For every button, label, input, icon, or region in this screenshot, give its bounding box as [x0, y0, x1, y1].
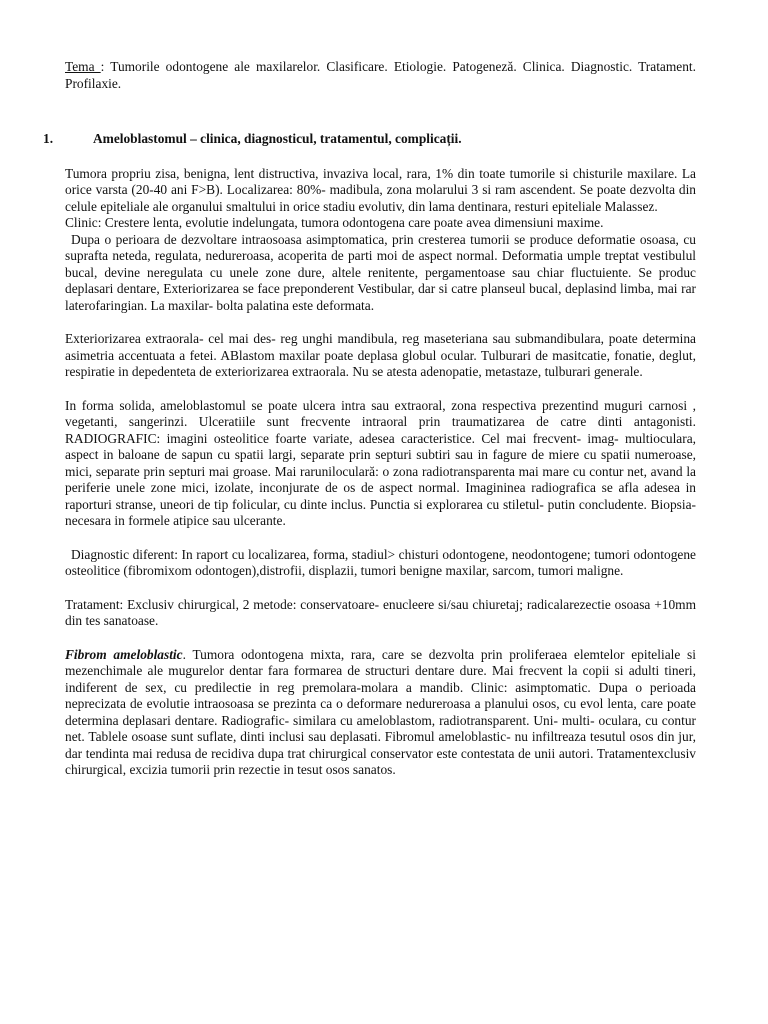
topic-separator: : [100, 59, 111, 74]
paragraph-clinic: Clinic: Crestere lenta, evolutie indelungata, tumora odontogena care poate avea dimensiuni maxime. [65, 215, 604, 230]
paragraph-definition: Tumora propriu zisa, benigna, lent distructiva, invaziva local, rara, 1% din toate tumorile si chisturile maxilare. La orice varsta (20-40 ani F>B). Localizarea: 80%- madibula, zona molarului 3 si ram ascendent. Se poate dezvolta din celule epiteliale ale organului smaltului in orice stadiu evolutiv, din lama dentinara, resturi epiteliale Malassez. [65, 165, 696, 214]
section-heading [43, 131, 696, 148]
paragraph-treatment: Tratament: Exclusiv chirurgical, 2 metode: conservatoare- enucleere si/sau chiuretaj; radicalarezectie osoasa +10mm din tes sanatoase. [65, 596, 696, 628]
paragraph-ameloblastic-fibroma [65, 647, 696, 779]
section-number: 1. [43, 131, 54, 146]
paragraph-radiography: In forma solida, ameloblastomul se poate ulcera intra sau extraoral, zona respectiva prezentind muguri carnosi , vegetanti, sangerinzi. Ulceratiile sunt frecvente intraoral prin traumatizarea de catre dinti antagonisti. RADIOGRAFIC: imagini osteolitice foarte variate, adesea caracteristice. Cel mai frecvent- imag- multioculara, aspect in baloane de sapun cu spatii largi, separate prin septuri subtiri sau in fagure de miere cu spatii numeroase, mici, separate prin septuri mai groase. Mai raruniloculară: o zona radiotransparenta mai mare cu contur net, avand la periferie unele zone mici, izolate, inconjurate de os de aspect normal. Imagininea radiografica se afla adesea in raporturi stranse, uneori de tip folicular, cu dinte inclus. Punctia si explorarea cu stiletul- putin concludente. Biopsia- necesara in formele atipice sau ulcerante. [65, 397, 696, 528]
ameloblastic-fibroma-title: Fibrom ameloblastic [65, 646, 183, 662]
section-title: Ameloblastomul – clinica, diagnosticul, tratamentul, complicații. [93, 131, 462, 146]
paragraph-extraoral: Exteriorizarea extraorala- cel mai des- reg unghi mandibula, reg maseteriana sau submandibulara, poate determina asimetria accentuata a fetei. ABlastom maxilar poate deplasa globul ocular. Tulburari de masitcatie, fonatie, deglut, respiratie in depedenteta de exteriorizarea extraorala. Nu se atesta adenopatie, metastaze, tulburari generale. [65, 331, 696, 379]
document-body [43, 59, 696, 779]
paragraph-evolution: Dupa o perioara de dezvoltare intraosoasa asimptomatica, prin cresterea tumorii se produce deformatie osoasa, cu suprafta neteda, regulata, nedureroasa, acoperita de parti moi de aspect normal. Deformatia umple treptat vestibulul bucal, devine neregulata cu unele zone dure, altele renitente, pergamentoase sau chiar fluctuiente. Se produc deplasari dentare, Exteriorizarea se face preponderent Vestibular, dar si catre planseul bucal, deplasind limba, mai rar laterofaringian. La maxilar- bolta palatina este deformata. [65, 231, 696, 313]
topic-text: Tumorile odontogene ale maxilarelor. Clasificare. Etiologie. Patogeneză. Clinica. Diagnostic. Tratament. Profilaxie. [65, 59, 696, 91]
paragraph-differential-diagnosis: Diagnostic diferent: In raport cu localizarea, forma, stadiul> chisturi odontogene, neodontogene; tumori odontogene osteolitice (fibromixom odontogen),distrofii, displazii, tumori benigne maxilar, sarcom, tumori maligne. [65, 546, 696, 578]
topic-line [65, 59, 696, 92]
topic-label: Tema [65, 59, 101, 74]
ameloblastic-fibroma-text: . Tumora odontogena mixta, rara, care se dezvolta prin proliferaea elemtelor epiteliale si mezenchimale ale mugurelor dentar fara formarea de structuri dentare dure. Mai frecvent la copii si adulti tineri, indiferent de sex, cu predilectie in reg premolara-molara a mandib. Clinic: asimptomatic. Dupa o perioada neprecizata de evolutie intraosoasa se prezinta ca o deformare nedureroasa a planului osos, cu evol lenta, care poate determina deplasari dentare. Radiografic- similara cu ameloblastom, radiotransparent. Uni- multi- oculara, cu contur net. Tablele osoase sunt suflate, dinti inclusi sau deplasati. Fibromul ameloblastic- nu infiltreaza tesutul osos din jur, dar tendinta mai redusa de recidiva dupa trat chirurgical conservator este contestata de unii autori. Tratamentexclusiv chirurgical, excizia tumorii prin rezectie in tesut osos sanatos. [65, 646, 696, 777]
